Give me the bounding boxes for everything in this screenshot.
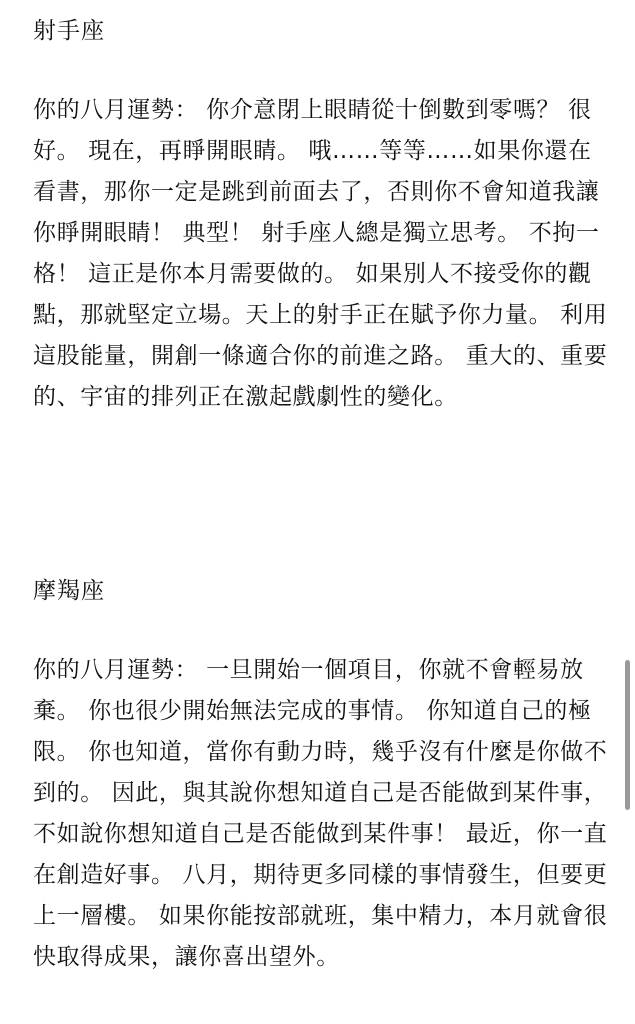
section-title: 摩羯座 (33, 578, 105, 604)
section-title: 射手座 (33, 18, 105, 44)
section-body: 你的八月運勢： 一旦開始一個項目，你就不會輕易放棄。 你也很少開始無法完成的事情。 你知道自己的極限。 你也知道，當你有動力時，幾乎沒有什麼是你做不到的。 因此，與其說你想知道自己是否能做到某件事，不如說你想知道自己是否能做到某件事！ 最近，你一直在創造好事。 八月，期待更多同樣的事情發生，但要更上一層樓。 如果你能按部就班，集中精力，本月就會很快取得成果，讓你喜出望外。 (33, 657, 608, 970)
scrollbar-thumb[interactable] (625, 660, 630, 810)
section-body: 你的八月運勢： 你介意閉上眼睛從十倒數到零嗎？ 很好。 現在，再睜開眼睛。 哦……等等……如果你還在看書，那你一定是跳到前面去了，否則你不會知道我讓你睜開眼睛！ 典型！ 射手座人總是獨立思考。 不拘一格！ 這正是你本月需要做的。 如果別人不接受你的觀點，那就堅定立場。天上的射手正在賦予你力量。 利用這股能量，開創一條適合你的前進之路。 重大的、重要的、宇宙的排列正在激起戲劇性的變化。 (33, 97, 608, 410)
horoscope-section-sagittarius (33, 16, 608, 410)
horoscope-section-capricorn (33, 576, 608, 970)
